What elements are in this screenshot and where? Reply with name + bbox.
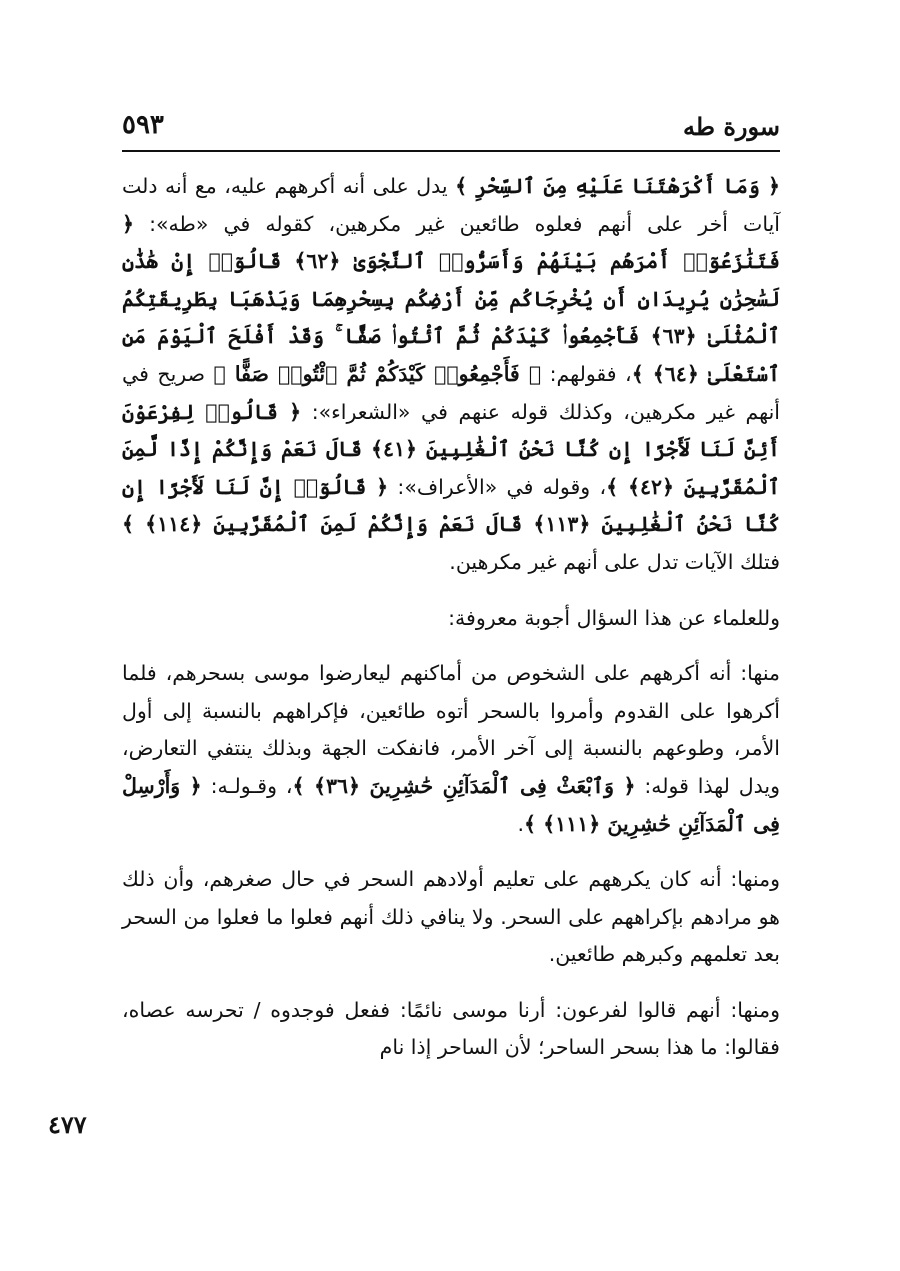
text-segment: ، وقوله في «الأعراف»: — [388, 474, 607, 499]
text-segment: منها: أنه أكرههم على الشخوص من أماكنهم ليعارضوا موسى بسحرهم، فلما أكرهوا على القدوم وأمروا بالسحر أتوه طائعين، فإكراههم بالنسبة إلى أول الأمر، وطوعهم بالنسبة إلى آخر الأمر، فانفكت الجهة وبذلك ينتفي التعارض، ويدل لهذا قوله: — [122, 661, 780, 798]
paragraph — [122, 992, 780, 1067]
page-header — [122, 104, 780, 152]
text-segment: ومنها: أنه كان يكرههم على تعليم أولادهم السحر في حال صغرهم، وأن ذلك هو مرادهم بإكراههم على السحر. ولا ينافي ذلك أنهم فعلوا ما فعلوا من السحر بعد تعلمهم وكبرهم طائعين. — [122, 867, 780, 967]
paragraph — [122, 168, 780, 582]
quran-verse: ﴿ فَتَنَٰزَعُوٓا۟ أَمْرَهُم بَيْنَهُمْ وَأَسَرُّوا۟ ٱلنَّجْوَىٰ ﴿٦٢﴾ قَالُوٓا۟ إِنْ هَٰذَٰنِ لَسَٰحِرَٰنِ يُرِيدَانِ أَن يُخْرِجَاكُم مِّنْ أَرْضِكُم بِسِحْرِهِمَا وَيَذْهَبَا بِطَرِيقَتِكُمُ ٱلْمُثْلَىٰ ﴿٦٣﴾ فَأَجْمِعُوا۟ كَيْدَكُمْ ثُمَّ ٱئْتُوا۟ صَفًّا ۚ وَقَدْ أَفْلَحَ ٱلْيَوْمَ مَنِ ٱسْتَعْلَىٰ ﴿٦٤﴾ ﴾ — [122, 211, 780, 386]
quran-verse: ﴿ وَمَا أَكْرَهْتَنَا عَلَيْهِ مِنَ ٱلسِّحْرِ ﴾ — [455, 174, 780, 198]
page-number: ٥٩٣ — [122, 110, 164, 140]
text-segment: ، فقولهم: — [541, 361, 632, 386]
text-segment: فتلك الآيات تدل على أنهم غير مكرهين. — [449, 549, 780, 574]
surah-title: سورة طه — [683, 112, 780, 141]
quran-verse: ﴿ وَأَرْسِلْ فِى ٱلْمَدَآئِنِ حَٰشِرِينَ ﴿١١١﴾ ﴾ — [122, 773, 780, 836]
text-segment: يدل على أنه أكرههم عليه، مع أنه دلت آيات أخر على أنهم فعلوه طائعين غير مكرهين، كقوله في «طه»: — [122, 174, 780, 236]
text-segment: ، وقـولـه: — [201, 773, 293, 798]
paragraph — [122, 861, 780, 974]
quran-verse: ﴿ فَأَجْمِعُوا۟ كَيْدَكُمْ ثُمَّ ٱئْتُوا۟ صَفًّا ﴾ — [213, 361, 542, 386]
body-text — [122, 168, 780, 1067]
margin-page-number: ٤٧٧ — [48, 1110, 87, 1139]
paragraph — [122, 655, 780, 843]
quran-verse: ﴿ قَالُوا۟ لِفِرْعَوْنَ أَئِنَّ لَنَا لَأَجْرًا إِن كُنَّا نَحْنُ ٱلْغَٰلِبِينَ ﴿٤١﴾ قَالَ نَعَمْ وَإِنَّكُمْ إِذًا لَّمِنَ ٱلْمُقَرَّبِينَ ﴿٤٢﴾ ﴾ — [122, 399, 780, 499]
text-segment: . — [517, 811, 524, 836]
text-segment: وللعلماء عن هذا السؤال أجوبة معروفة: — [448, 605, 780, 630]
text-segment: صريح في أنهم غير مكرهين، وكذلك قوله عنهم في «الشعراء»: — [122, 361, 780, 424]
quran-verse: ﴿ وَٱبْعَثْ فِى ٱلْمَدَآئِنِ حَٰشِرِينَ ﴿٣٦﴾ ﴾ — [292, 773, 636, 798]
text-segment: ومنها: أنهم قالوا لفرعون: أرنا موسى نائمًا: ففعل فوجدوه / تحرسه عصاه، فقالوا: ما هذا بسحر الساحر؛ لأن الساحر إذا نام — [122, 997, 780, 1060]
paragraph — [122, 600, 780, 638]
quran-verse: ﴿ قَالُوٓا۟ إِنَّ لَنَا لَأَجْرًا إِن كُنَّا نَحْنُ ٱلْغَٰلِبِينَ ﴿١١٣﴾ قَالَ نَعَمْ وَإِنَّكُمْ لَمِنَ ٱلْمُقَرَّبِينَ ﴿١١٤﴾ ﴾ — [122, 474, 780, 537]
